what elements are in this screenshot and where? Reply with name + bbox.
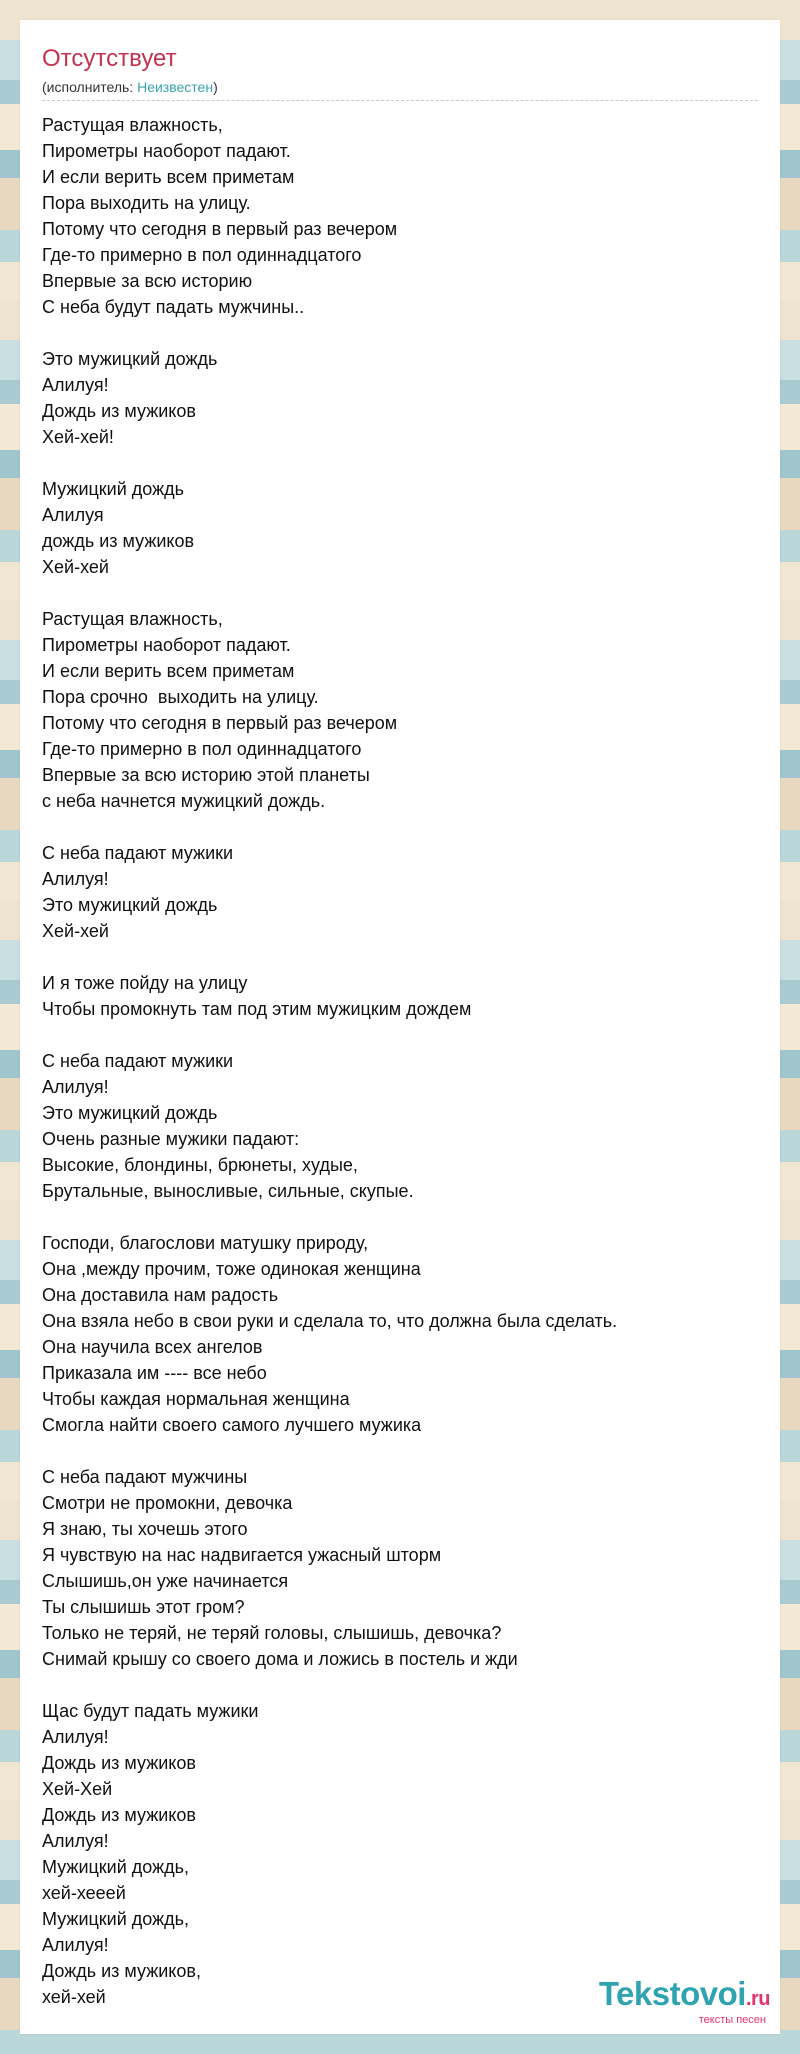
lyric-line: Алилуя! (42, 1077, 109, 1097)
lyric-line: Алилуя (42, 505, 104, 525)
logo-wordmark (599, 1977, 770, 2016)
lyrics-stanza (42, 346, 758, 450)
lyric-line: Алилуя! (42, 375, 109, 395)
lyric-line: Дождь из мужиков (42, 401, 196, 421)
lyrics-stanza (42, 1698, 758, 2010)
lyric-line: Это мужицкий дождь (42, 895, 218, 915)
lyric-line: С неба падают мужики (42, 843, 234, 863)
lyric-line: Чтобы каждая нормальная женщина (42, 1389, 350, 1409)
lyric-line: И я тоже пойду на улицу (42, 973, 248, 993)
lyric-line: Это мужицкий дождь (42, 349, 218, 369)
lyric-line: Дождь из мужиков, (42, 1961, 201, 1981)
lyric-line: С неба будут падать мужчины.. (42, 297, 305, 317)
lyric-line: Растущая влажность, (42, 115, 223, 135)
lyrics-card (20, 20, 780, 2034)
lyric-line: Хей-хей! (42, 427, 114, 447)
lyric-line: Алилуя! (42, 1831, 109, 1851)
lyric-line: Я чувствую на нас надвигается ужасный шторм (42, 1545, 442, 1565)
lyrics-text (42, 112, 758, 2010)
lyric-line: И если верить всем приметам (42, 167, 295, 187)
lyrics-stanza (42, 1464, 758, 1672)
lyrics-stanza (42, 1230, 758, 1438)
lyric-line: Алилуя! (42, 1935, 109, 1955)
lyric-line: Господи, благослови матушку природу, (42, 1233, 369, 1253)
lyric-line: Алилуя! (42, 869, 109, 889)
lyrics-stanza (42, 476, 758, 580)
lyric-line: Потому что сегодня в первый раз вечером (42, 219, 398, 239)
lyric-line: Где-то примерно в пол одиннадцатого (42, 739, 362, 759)
lyric-line: хей-хей (42, 1987, 106, 2007)
lyric-line: Впервые за всю историю этой планеты (42, 765, 370, 785)
lyric-line: Высокие, блондины, брюнеты, худые, (42, 1155, 358, 1175)
lyric-line: Пирометры наоборот падают. (42, 635, 291, 655)
logo-tld: .ru (745, 1988, 770, 2010)
artist-suffix: ) (213, 79, 218, 95)
lyric-line: Только не теряй, не теряй головы, слышишь, девочка? (42, 1623, 502, 1643)
lyric-line: С неба падают мужики (42, 1051, 234, 1071)
artist-prefix: (исполнитель: (42, 79, 138, 95)
lyric-line: И если верить всем приметам (42, 661, 295, 681)
lyric-line: Растущая влажность, (42, 609, 223, 629)
lyric-line: Это мужицкий дождь (42, 1103, 218, 1123)
artist-link[interactable]: Неизвестен (137, 79, 214, 95)
lyric-line: Она ,между прочим, тоже одинокая женщина (42, 1259, 421, 1279)
lyric-line: Пора срочно выходить на улицу. (42, 687, 319, 707)
lyric-line: Хей-Хей (42, 1779, 113, 1799)
lyric-line: Она научила всех ангелов (42, 1337, 263, 1357)
lyric-line: Смогла найти своего самого лучшего мужика (42, 1415, 422, 1435)
lyrics-stanza (42, 606, 758, 814)
lyrics-stanza (42, 112, 758, 320)
lyrics-stanza (42, 840, 758, 944)
lyric-line: Хей-хей (42, 557, 109, 577)
lyric-line: Снимай крышу со своего дома и ложись в постель и жди (42, 1649, 518, 1669)
site-logo[interactable] (599, 1977, 770, 2026)
lyric-line: Я знаю, ты хочешь этого (42, 1519, 248, 1539)
artist-line (42, 78, 758, 101)
lyric-line: дождь из мужиков (42, 531, 195, 551)
lyric-line: С неба падают мужчины (42, 1467, 248, 1487)
lyric-line: Алилуя! (42, 1727, 109, 1747)
lyric-line: Пирометры наоборот падают. (42, 141, 291, 161)
lyric-line: Слышишь,он уже начинается (42, 1571, 289, 1591)
lyric-line: Очень разные мужики падают: (42, 1129, 300, 1149)
lyric-line: Она доставила нам радость (42, 1285, 279, 1305)
lyric-line: Дождь из мужиков (42, 1805, 196, 1825)
lyric-line: Мужицкий дождь, (42, 1857, 190, 1877)
lyric-line: Щас будут падать мужики (42, 1701, 259, 1721)
lyrics-stanza (42, 1048, 758, 1204)
lyric-line: Чтобы промокнуть там под этим мужицким дождем (42, 999, 472, 1019)
lyric-line: Смотри не промокни, девочка (42, 1493, 293, 1513)
lyric-line: Дождь из мужиков (42, 1753, 196, 1773)
lyric-line: Пора выходить на улицу. (42, 193, 251, 213)
lyric-line: Впервые за всю историю (42, 271, 253, 291)
logo-tagline: тексты песен (698, 2014, 766, 2026)
song-title: Отсутствует (42, 45, 177, 72)
lyric-line: Ты слышишь этот гром? (42, 1597, 245, 1617)
logo-brand: Tekstovoi (598, 1975, 746, 2012)
lyric-line: Мужицкий дождь, (42, 1909, 190, 1929)
lyric-line: Мужицкий дождь (42, 479, 185, 499)
lyric-line: Хей-хей (42, 921, 109, 941)
lyric-line: Где-то примерно в пол одиннадцатого (42, 245, 362, 265)
lyric-line: Приказала им ---- все небо (42, 1363, 267, 1383)
lyric-line: Брутальные, выносливые, сильные, скупые. (42, 1181, 414, 1201)
lyric-line: Она взяла небо в свои руки и сделала то, что должна была сделать. (42, 1311, 618, 1331)
lyric-line: Потому что сегодня в первый раз вечером (42, 713, 398, 733)
lyric-line: хей-хееей (42, 1883, 126, 1903)
lyric-line: с неба начнется мужицкий дождь. (42, 791, 326, 811)
lyrics-stanza (42, 970, 758, 1022)
